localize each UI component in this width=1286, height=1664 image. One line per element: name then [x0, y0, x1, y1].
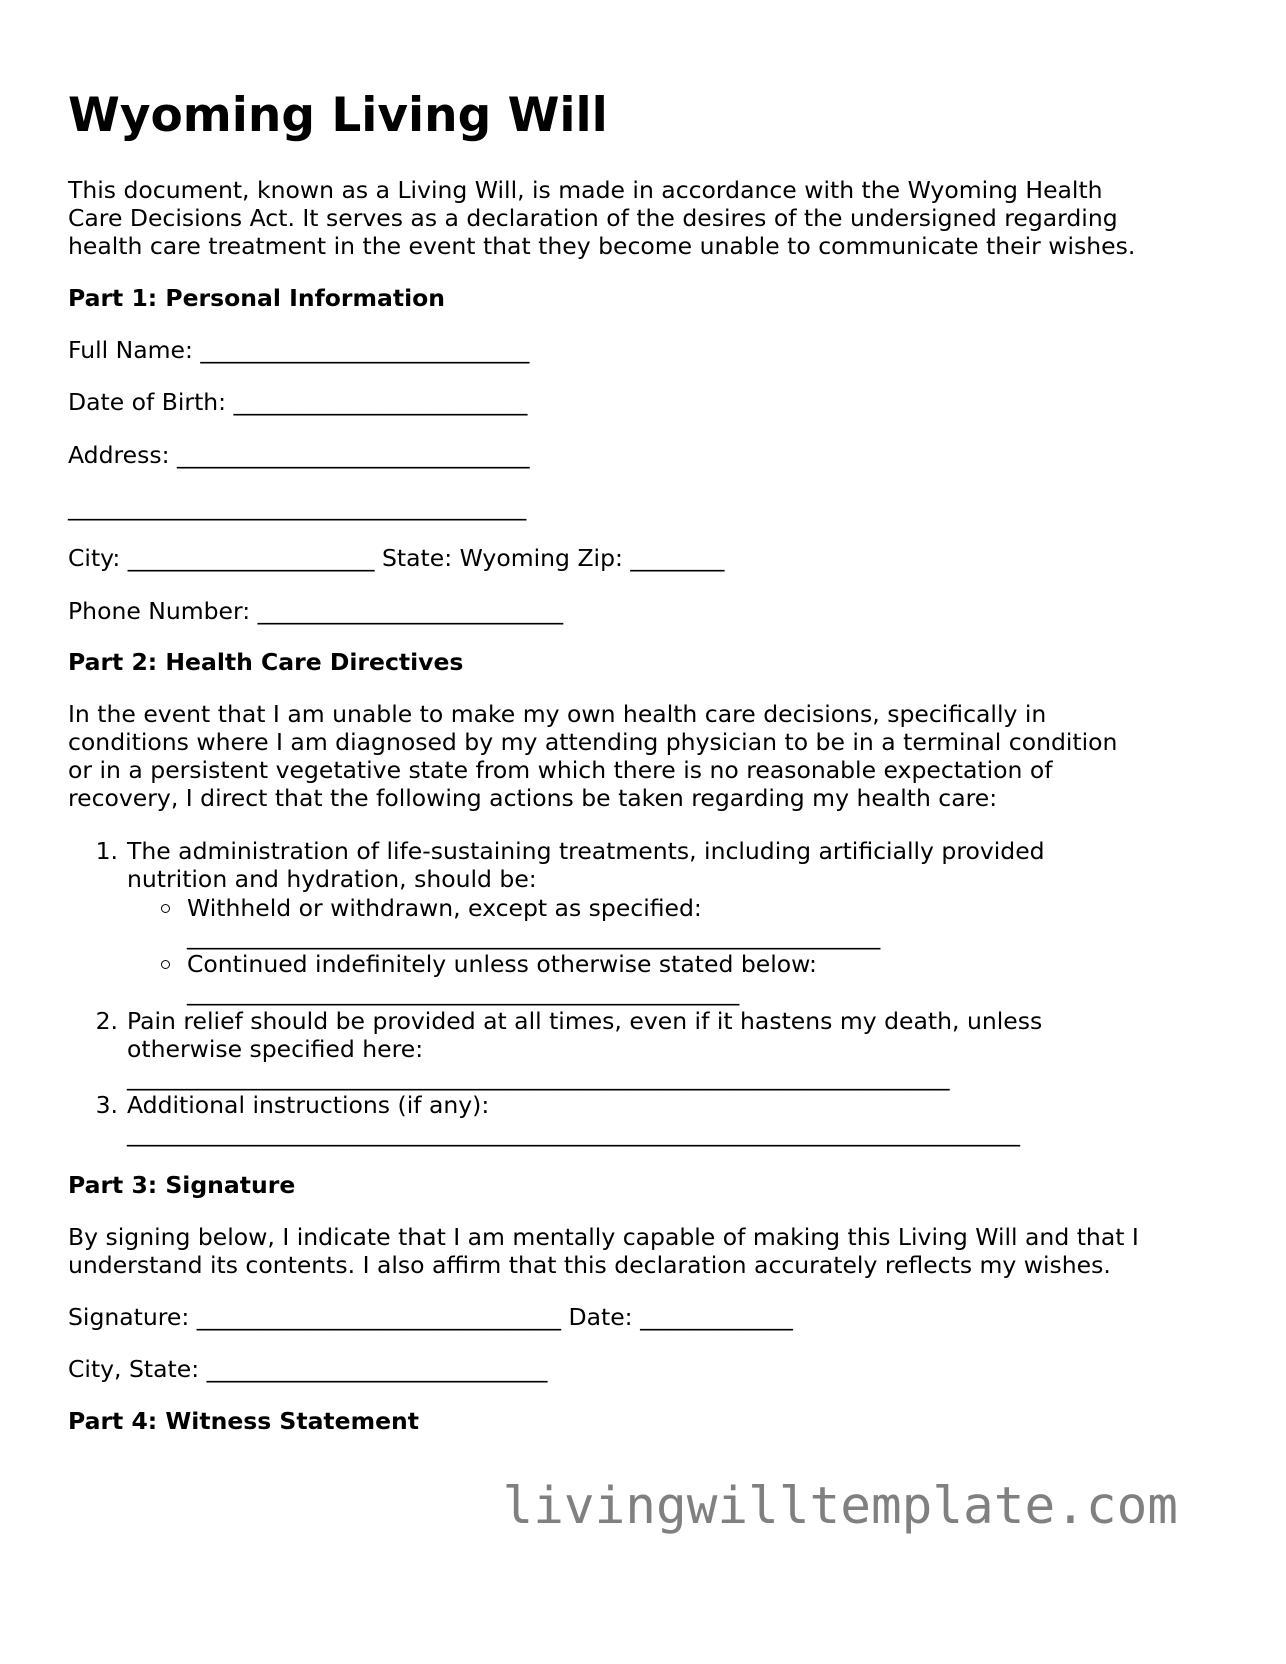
directive-number-1: 1.	[95, 837, 118, 865]
part-4-heading: Part 4: Witness Statement	[68, 1407, 419, 1435]
signature-date-row	[68, 1303, 793, 1331]
directive-item-3	[68, 1091, 1045, 1147]
phone-number-label: Phone Number:	[68, 597, 251, 625]
signature-label: Signature:	[68, 1303, 190, 1331]
circle-bullet-icon	[161, 904, 170, 913]
directive-1-line-1: The administration of life-sustaining treatments, including artificially provided	[127, 837, 1045, 865]
date-of-birth-blank: _________________________	[233, 388, 528, 416]
city-state-row	[68, 1355, 547, 1383]
intro-line-3: health care treatment in the event that they become unable to communicate their wishes.	[68, 232, 1136, 260]
circle-bullet-icon	[161, 960, 170, 969]
option-continued-blank: _______________________________________________	[187, 978, 740, 1006]
directive-number-3: 3.	[95, 1091, 118, 1119]
address-blank: ______________________________	[177, 441, 530, 469]
city-state-zip-row	[68, 544, 724, 572]
directives-intro-line-2: conditions where I am diagnosed by my attending physician to be in a terminal condition	[68, 728, 1118, 756]
intro-line-1: This document, known as a Living Will, is made in accordance with the Wyoming Health	[68, 176, 1103, 204]
date-of-birth-row	[68, 388, 527, 416]
directive-item-1	[68, 837, 1045, 1006]
directive-2-line-2: otherwise specified here:	[127, 1035, 424, 1063]
signature-blank: _______________________________	[196, 1303, 562, 1331]
site-watermark: livingwilltemplate.com	[502, 1477, 1178, 1536]
date-label: Date:	[568, 1303, 633, 1331]
directives-intro-line-4: recovery, I direct that the following actions be taken regarding my health care:	[68, 784, 998, 812]
intro-line-2: Care Decisions Act. It serves as a declaration of the desires of the undersigned regarding	[68, 204, 1118, 232]
date-of-birth-label: Date of Birth:	[68, 388, 227, 416]
directive-item-2	[68, 1007, 1045, 1091]
signature-statement-line-1: By signing below, I indicate that I am mentally capable of making this Living Will and that I	[68, 1223, 1139, 1251]
address-line-2-blank: _______________________________________	[68, 493, 527, 521]
address-line-2-row	[68, 493, 526, 521]
option-withheld-label: Withheld or withdrawn, except as specified:	[187, 894, 702, 922]
zip-blank: ________	[630, 544, 725, 572]
option-withheld-blank: ___________________________________________________________	[187, 922, 881, 950]
directive-number-2: 2.	[95, 1007, 118, 1035]
state-value: Wyoming	[459, 544, 570, 572]
part-3-heading: Part 3: Signature	[68, 1171, 296, 1199]
full-name-row	[68, 336, 529, 364]
city-blank: _____________________	[127, 544, 375, 572]
full-name-blank: ____________________________	[200, 336, 530, 364]
phone-number-blank: __________________________	[257, 597, 564, 625]
option-withheld	[127, 894, 1045, 950]
directives-intro-paragraph	[68, 700, 1117, 812]
zip-label: Zip:	[577, 544, 623, 572]
directive-2-line-1: Pain relief should be provided at all times, even if it hastens my death, unless	[127, 1007, 1043, 1035]
part-2-heading: Part 2: Health Care Directives	[68, 648, 464, 676]
additional-instructions-blank: ____________________________________________________________________________	[127, 1119, 1020, 1147]
directives-intro-line-3: or in a persistent vegetative state from which there is no reasonable expectation of	[68, 756, 1053, 784]
directive-1-line-2: nutrition and hydration, should be:	[127, 865, 537, 893]
signature-statement-paragraph	[68, 1223, 1139, 1279]
full-name-label: Full Name:	[68, 336, 193, 364]
address-label: Address:	[68, 441, 170, 469]
part-1-heading: Part 1: Personal Information	[68, 284, 446, 312]
treatment-options-list	[127, 894, 1045, 1006]
signature-statement-line-2: understand its contents. I also affirm that this declaration accurately reflects my wishes.	[68, 1251, 1111, 1279]
city-state-label: City, State:	[68, 1355, 200, 1383]
option-continued	[127, 950, 1045, 1006]
address-row	[68, 441, 530, 469]
directives-intro-line-1: In the event that I am unable to make my own health care decisions, specifically in	[68, 700, 1047, 728]
date-blank: _____________	[640, 1303, 793, 1331]
city-label: City:	[68, 544, 121, 572]
pain-relief-blank: ______________________________________________________________________	[127, 1063, 950, 1091]
city-state-blank: _____________________________	[206, 1355, 548, 1383]
directive-3-line-1: Additional instructions (if any):	[127, 1091, 490, 1119]
intro-paragraph	[68, 176, 1135, 260]
state-label: State:	[382, 544, 453, 572]
document-title: Wyoming Living Will	[68, 88, 608, 143]
option-continued-label: Continued indefinitely unless otherwise stated below:	[187, 950, 817, 978]
directives-list	[68, 837, 1045, 1147]
phone-number-row	[68, 597, 563, 625]
